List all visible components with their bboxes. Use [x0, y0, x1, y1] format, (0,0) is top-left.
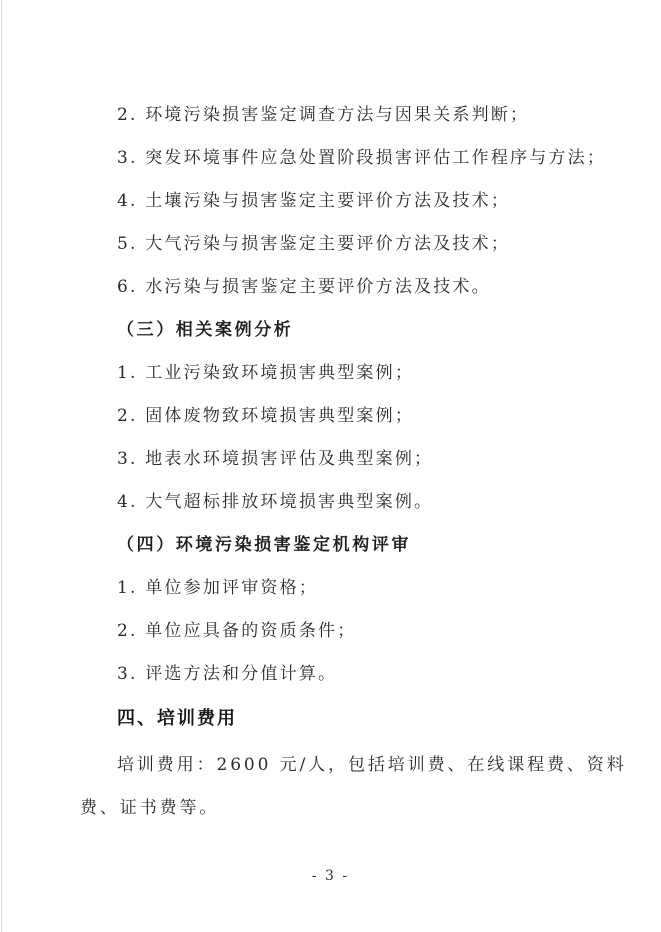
document-line-paragraph-cont: 费、证书费等。 [80, 798, 220, 818]
document-line-item: 1. 工业污染致环境损害典型案例； [117, 363, 415, 383]
document-line-item: 6. 水污染与损害鉴定主要评价方法及技术。 [117, 277, 491, 297]
document-line-item: 3. 突发环境事件应急处置阶段损害评估工作程序与方法； [117, 148, 607, 168]
page-number: - 3 - [311, 868, 350, 884]
document-line-heading: 四、培训费用 [117, 708, 237, 729]
page-footer [0, 862, 661, 890]
document-line-item: 4. 土壤污染与损害鉴定主要评价方法及技术； [117, 191, 511, 211]
document-line-subheading: （三）相关案例分析 [117, 320, 294, 340]
document-line-paragraph-start: 培训费用：2600 元/人，包括培训费、在线课程费、资料 [117, 755, 627, 775]
document-line-item: 2. 固体废物致环境损害典型案例； [117, 406, 415, 426]
document-line-item: 3. 评选方法和分值计算。 [117, 664, 338, 684]
document-body [80, 94, 627, 830]
document-line-item: 5. 大气污染与损害鉴定主要评价方法及技术； [117, 234, 511, 254]
document-line-item: 2. 单位应具备的资质条件； [117, 621, 357, 641]
document-line-item: 2. 环境污染损害鉴定调查方法与因果关系判断； [117, 105, 530, 125]
document-line-item: 4. 大气超标排放环境损害典型案例。 [117, 492, 434, 512]
document-line-item: 3. 地表水环境损害评估及典型案例； [117, 449, 434, 469]
page-left-edge-line [1, 0, 2, 932]
document-line-subheading: （四）环境污染损害鉴定机构评审 [117, 535, 411, 555]
document-line-item: 1. 单位参加评审资格； [117, 578, 319, 598]
